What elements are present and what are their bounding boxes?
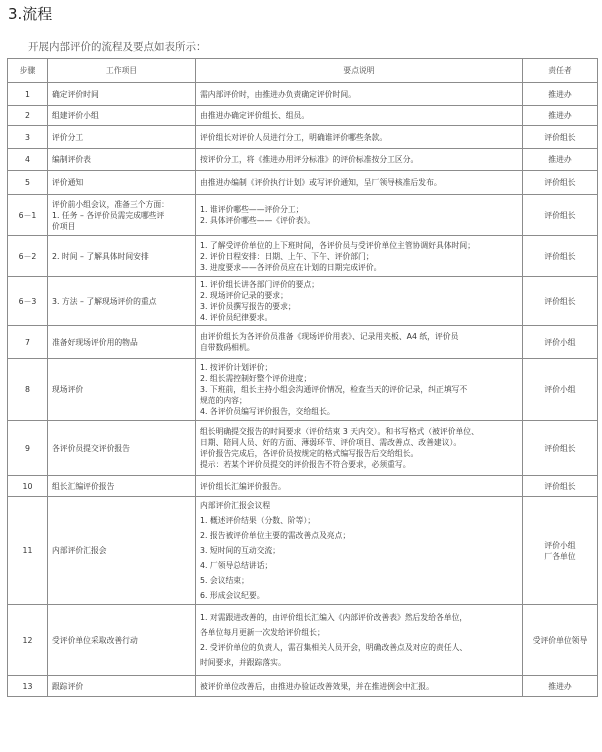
- step-cell: 9: [8, 421, 48, 476]
- table-row: [8, 195, 598, 236]
- task-cell-line: 各评价员提交评价报告: [52, 443, 130, 453]
- owner-cell-line: 评价组长: [544, 481, 576, 491]
- description-cell-line: 评价组长对评价人员进行分工，明确谁评价哪些条款。: [200, 132, 388, 142]
- task-cell: [48, 605, 196, 676]
- description-cell-line: 1. 按评价计划评价；: [200, 363, 273, 372]
- description-cell-line: 1. 评价组长讲各部门评价的要点；: [200, 280, 320, 289]
- description-cell-line: 3. 进度要求——各评价员应在计划的日期完成评价。: [200, 262, 382, 272]
- owner-cell: [523, 277, 598, 326]
- task-cell-line: 编制评价表: [52, 155, 91, 164]
- task-cell: [48, 83, 196, 106]
- task-cell: [48, 171, 196, 195]
- task-cell-line: 评价前小组会议，准备三个方面：: [52, 199, 169, 209]
- task-cell-line: 评价分工: [52, 132, 84, 142]
- description-cell-line: 2. 具体评价哪些——《评价表》。: [200, 216, 316, 225]
- description-cell-line: 各单位每月更新一次发给评价组长；: [200, 628, 325, 637]
- description-cell-line: 被评价单位改善后，由推进办验证改善效果，并在推进例会中汇报。: [200, 681, 434, 691]
- table-row: [8, 149, 598, 171]
- owner-cell-line: 厂各单位: [544, 551, 576, 561]
- description-cell: [196, 476, 523, 497]
- owner-cell: [523, 149, 598, 171]
- description-cell-line: 自带数码相机。: [200, 343, 255, 352]
- task-cell: [48, 476, 196, 497]
- description-cell: [196, 236, 523, 277]
- owner-cell: [523, 359, 598, 421]
- step-cell: 6－2: [8, 236, 48, 277]
- description-cell-line: 由推进办编制《评价执行计划》或写评价通知，呈厂领导核准后发布。: [200, 178, 442, 187]
- description-cell-line: 3. 短时间的互动交流；: [200, 546, 281, 555]
- table-row: [8, 83, 598, 106]
- task-cell: [48, 149, 196, 171]
- owner-cell-line: 评价小组: [544, 385, 576, 394]
- task-cell: [48, 195, 196, 236]
- owner-cell: [523, 421, 598, 476]
- task-cell: [48, 277, 196, 326]
- description-cell-line: 4. 评价员纪律要求。: [200, 313, 273, 322]
- owner-cell: [523, 195, 598, 236]
- table-row: [8, 476, 598, 497]
- owner-cell-line: 评价小组: [544, 540, 576, 550]
- owner-cell-line: 评价组长: [544, 178, 576, 187]
- step-cell: 13: [8, 676, 48, 697]
- task-cell-line: 组建评价小组: [52, 111, 99, 120]
- header-owner: 责任者: [523, 59, 598, 83]
- description-cell-line: 3. 下班前，组长主持小组会沟通评价情况，检查当天的评价记录，纠正填写不: [200, 385, 468, 394]
- task-cell-line: 准备好现场评价用的物品: [52, 337, 138, 347]
- table-row: [8, 106, 598, 126]
- description-cell-line: 由评价组长为各评价员准备《现场评价用表》、记录用夹板、A4 纸，评价员: [200, 332, 459, 341]
- step-cell: 2: [8, 106, 48, 126]
- task-cell-line: 确定评价时间: [52, 89, 99, 99]
- task-cell: [48, 421, 196, 476]
- table-row: [8, 277, 598, 326]
- owner-cell: [523, 326, 598, 359]
- description-cell-line: 5. 会议结束；: [200, 576, 249, 585]
- owner-cell-line: 推进办: [548, 111, 572, 120]
- description-cell: [196, 421, 523, 476]
- owner-cell: [523, 126, 598, 149]
- description-cell-line: 日期、陪同人员、好的方面、薄弱环节、评价项目、需改善点、改善建议）。: [200, 438, 462, 447]
- description-cell: [196, 106, 523, 126]
- task-cell: [48, 326, 196, 359]
- table-row: [8, 497, 598, 605]
- table-row: [8, 676, 598, 697]
- description-cell-line: 1. 概述评价结果（分数、阶等）；: [200, 516, 316, 525]
- task-cell-line: 1. 任务 – 各评价员需完成哪些评: [52, 210, 165, 220]
- description-cell-line: 评价组长汇编评价报告。: [200, 481, 286, 491]
- table-row: [8, 236, 598, 277]
- description-cell-line: 提示：若某个评价员提交的评价报告不符合要求，必须重写。: [200, 460, 411, 469]
- description-cell-line: 组长明确提交报告的时间要求（评价结束 3 天内交）。和书写格式（被评价单位、: [200, 427, 479, 436]
- description-cell-line: 1. 对需跟进改善的，由评价组长汇编入《内部评价改善表》然后发给各单位，: [200, 613, 468, 622]
- owner-cell: [523, 83, 598, 106]
- owner-cell-line: 受评价单位领导: [532, 635, 588, 645]
- description-cell-line: 评价报告完成后，各评价员按规定的格式编写报告后交给组长。: [200, 449, 419, 458]
- table-row: [8, 359, 598, 421]
- table-row: [8, 326, 598, 359]
- step-cell: 3: [8, 126, 48, 149]
- description-cell: [196, 676, 523, 697]
- step-cell: 4: [8, 149, 48, 171]
- description-cell: [196, 126, 523, 149]
- owner-cell: [523, 497, 598, 605]
- task-cell-line: 受评价单位采取改善行动: [52, 635, 138, 645]
- description-cell-line: 4. 厂领导总结讲话；: [200, 561, 273, 570]
- description-cell-line: 内部评价汇报会议程: [200, 501, 271, 510]
- owner-cell-line: 推进办: [548, 155, 572, 164]
- owner-cell-line: 评价组长: [544, 132, 576, 142]
- owner-cell-line: 推进办: [548, 681, 572, 691]
- step-cell: 10: [8, 476, 48, 497]
- owner-cell-line: 评价小组: [544, 337, 576, 347]
- table-row: [8, 126, 598, 149]
- step-cell: 6－3: [8, 277, 48, 326]
- description-cell-line: 1. 谁评价哪些——评价分工；: [200, 205, 304, 214]
- step-cell: 7: [8, 326, 48, 359]
- task-cell: [48, 359, 196, 421]
- intro-text: 开展内部评价的流程及要点如表所示：: [28, 41, 207, 53]
- task-cell: [48, 497, 196, 605]
- header-description: 要点说明: [196, 59, 523, 83]
- description-cell-line: 由推进办确定评价组长、组员。: [200, 111, 310, 120]
- section-heading: 3.流程: [8, 5, 53, 23]
- task-cell-line: 现场评价: [52, 385, 84, 394]
- header-step: 步骤: [8, 59, 48, 83]
- owner-cell-line: 评价组长: [544, 251, 576, 261]
- description-cell-line: 2. 现场评价记录的要求；: [200, 291, 288, 300]
- description-cell-line: 3. 评价员撰写报告的要求；: [200, 302, 296, 311]
- table-row: [8, 421, 598, 476]
- header-task: 工作项目: [48, 59, 196, 83]
- description-cell-line: 需内部评价时，由推进办负责确定评价时间。: [200, 89, 356, 99]
- task-cell: [48, 126, 196, 149]
- step-cell: 6－1: [8, 195, 48, 236]
- description-cell: [196, 277, 523, 326]
- description-cell: [196, 497, 523, 605]
- description-cell-line: 2. 评价日程安排：日期、上午、下午、评价部门；: [200, 251, 374, 261]
- description-cell: [196, 195, 523, 236]
- owner-cell: [523, 236, 598, 277]
- task-cell-line: 评价通知: [52, 178, 84, 187]
- step-cell: 5: [8, 171, 48, 195]
- step-cell: 11: [8, 497, 48, 605]
- owner-cell-line: 评价组长: [544, 296, 576, 306]
- description-cell-line: 2. 受评价单位的负责人，需召集相关人员开会，明确改善点及对应的责任人、: [200, 643, 468, 652]
- description-cell: [196, 326, 523, 359]
- process-table: [7, 58, 598, 697]
- description-cell: [196, 359, 523, 421]
- table-row: [8, 171, 598, 195]
- task-cell-line: 内部评价汇报会: [52, 546, 107, 555]
- description-cell-line: 6. 形成会议纪要。: [200, 591, 265, 600]
- task-cell: [48, 106, 196, 126]
- table-header-row: [8, 59, 598, 83]
- owner-cell: [523, 106, 598, 126]
- description-cell-line: 时间要求，并跟踪落实。: [200, 658, 286, 667]
- step-cell: 1: [8, 83, 48, 106]
- owner-cell: [523, 171, 598, 195]
- description-cell: [196, 171, 523, 195]
- task-cell-line: 2. 时间 – 了解具体时间安排: [52, 251, 149, 261]
- step-cell: 8: [8, 359, 48, 421]
- description-cell: [196, 149, 523, 171]
- task-cell: [48, 236, 196, 277]
- description-cell-line: 2. 报告被评价单位主要的需改善点及亮点；: [200, 531, 351, 540]
- description-cell-line: 规范的内容；: [200, 396, 247, 405]
- task-cell-line: 3. 方法 – 了解现场评价的重点: [52, 296, 157, 306]
- table-row: [8, 605, 598, 676]
- owner-cell: [523, 605, 598, 676]
- task-cell: [48, 676, 196, 697]
- description-cell: [196, 605, 523, 676]
- task-cell-line: 组长汇编评价报告: [52, 481, 115, 491]
- description-cell-line: 1. 了解受评价单位的上下班时间，各评价员与受评价单位主管协调好具体时间；: [200, 240, 476, 250]
- description-cell-line: 4. 各评价员编写评价报告，交给组长。: [200, 407, 335, 416]
- description-cell-line: 2. 组长需控制好整个评价进度；: [200, 374, 312, 383]
- task-cell-line: 跟踪评价: [52, 681, 84, 691]
- description-cell-line: 按评价分工，将《推进办用评分标准》的评价标准按分工区分。: [200, 155, 419, 164]
- description-cell: [196, 83, 523, 106]
- step-cell: 12: [8, 605, 48, 676]
- owner-cell-line: 推进办: [548, 89, 572, 99]
- owner-cell-line: 评价组长: [544, 210, 576, 220]
- owner-cell-line: 评价组长: [544, 443, 576, 453]
- owner-cell: [523, 476, 598, 497]
- task-cell-line: 价项目: [52, 221, 76, 231]
- owner-cell: [523, 676, 598, 697]
